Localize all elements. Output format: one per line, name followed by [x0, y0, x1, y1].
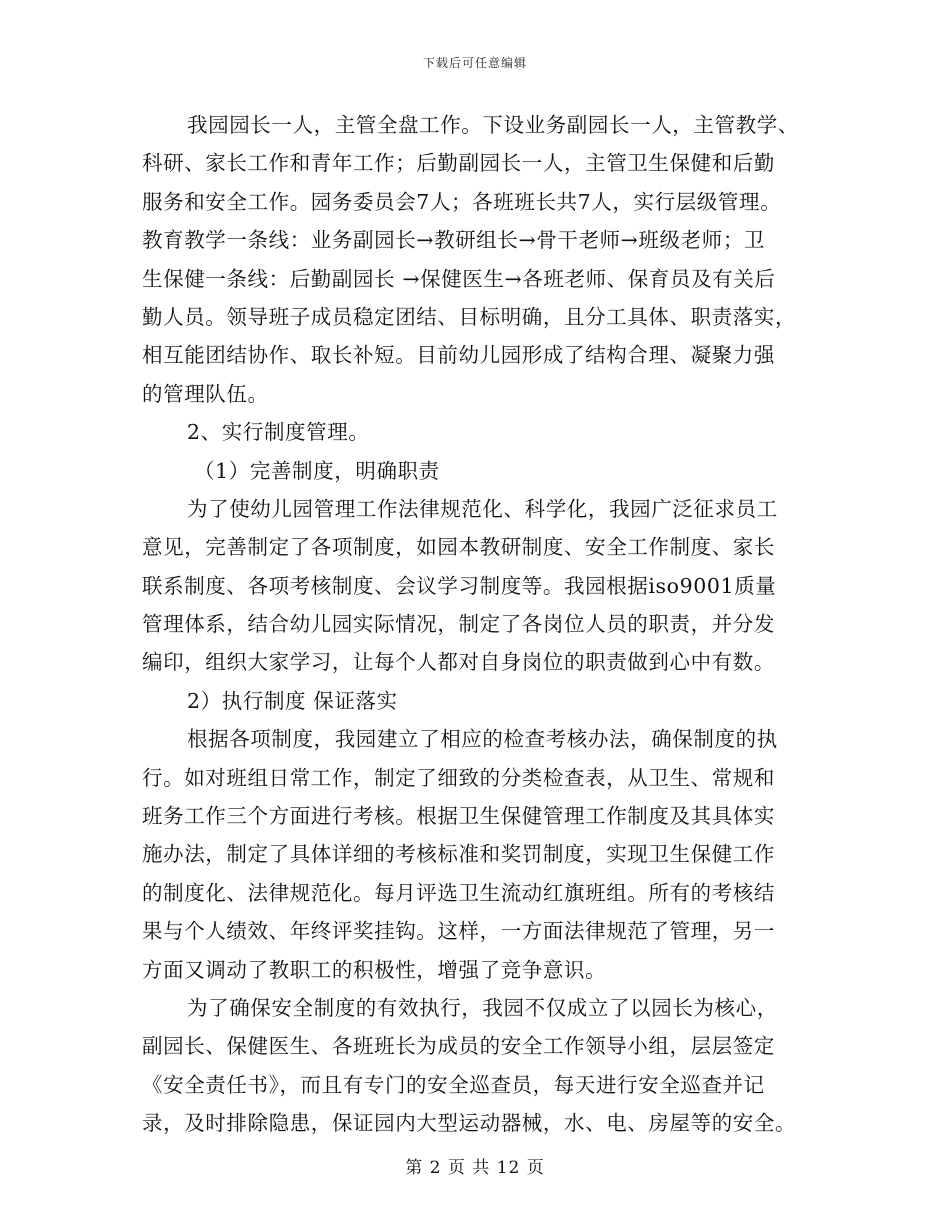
- paragraph-line: 教育教学一条线：业务副园长→教研组长→骨干老师→班级老师；卫: [142, 228, 766, 253]
- paragraph-line: 果与个人绩效、年终评奖挂钩。这样，一方面法律规范了管理，另一: [142, 919, 775, 944]
- paragraph-line: 根据各项制度，我园建立了相应的检查考核办法，确保制度的执: [187, 727, 778, 752]
- paragraph-line: 勤人员。领导班子成员稳定团结、目标明确，且分工具体、职责落实，: [142, 304, 797, 329]
- paragraph-line: 的制度化、法律规范化。每月评选卫生流动红旗班组。所有的考核结: [142, 880, 775, 905]
- paragraph-line: 为了使幼儿园管理工作法律规范化、科学化，我园广泛征求员工: [187, 496, 778, 521]
- paragraph-line: 编印，组织大家学习，让每个人都对自身岗位的职责做到心中有数。: [142, 650, 775, 675]
- paragraph-line: 科研、家长工作和青年工作；后勤副园长一人，主管卫生保健和后勤: [142, 151, 775, 176]
- paragraph-line: 意见，完善制定了各项制度，如园本教研制度、安全工作制度、家长: [142, 535, 775, 560]
- subsection-heading: 2）执行制度 保证落实: [187, 688, 398, 713]
- paragraph-line: 《安全责任书》，而且有专门的安全巡查员，每天进行安全巡查并记: [142, 1072, 765, 1097]
- paragraph-line: 副园长、保健医生、各班班长为成员的安全工作领导小组，层层签定: [142, 1034, 775, 1059]
- page-number: 第 2 页 共 12 页: [405, 1158, 545, 1178]
- subsection-heading: （1）完善制度，明确职责: [194, 458, 440, 483]
- paragraph-line: 联系制度、各项考核制度、会议学习制度等。我园根据iso9001质量: [142, 573, 777, 598]
- paragraph-line: 服务和安全工作。园务委员会7人；各班班长共7人，实行层级管理。: [142, 189, 782, 214]
- paragraph-line: 方面又调动了教职工的积极性，增强了竞争意识。: [142, 957, 607, 982]
- page-header-note: 下载后可任意编辑: [422, 56, 527, 70]
- section-heading: 2、实行制度管理。: [187, 420, 370, 445]
- paragraph-line: 为了确保安全制度的有效执行，我园不仅成立了以园长为核心，: [187, 995, 778, 1020]
- paragraph-line: 录，及时排除隐患，保证园内大型运动器械，水、电、房屋等的安全。: [142, 1111, 797, 1136]
- paragraph-line: 相互能团结协作、取长补短。目前幼儿园形成了结构合理、凝聚力强: [142, 343, 775, 368]
- paragraph-line: 行。如对班组日常工作，制定了细致的分类检查表，从卫生、常规和: [142, 765, 775, 790]
- document-body: [142, 106, 818, 1143]
- paragraph-line: 施办法，制定了具体详细的考核标准和奖罚制度，实现卫生保健工作: [142, 842, 775, 867]
- paragraph-line: 生保健一条线：后勤副园长 →保健医生→各班老师、保育员及有关后: [142, 266, 776, 291]
- paragraph-line: 我园园长一人，主管全盘工作。下设业务副园长一人，主管教学、: [187, 113, 799, 137]
- paragraph-line: 管理体系，结合幼儿园实际情况，制定了各岗位人员的职责，并分发: [142, 612, 775, 637]
- paragraph-line: 的管理队伍。: [142, 381, 269, 406]
- paragraph-line: 班务工作三个方面进行考核。根据卫生保健管理工作制度及其具体实: [142, 804, 775, 829]
